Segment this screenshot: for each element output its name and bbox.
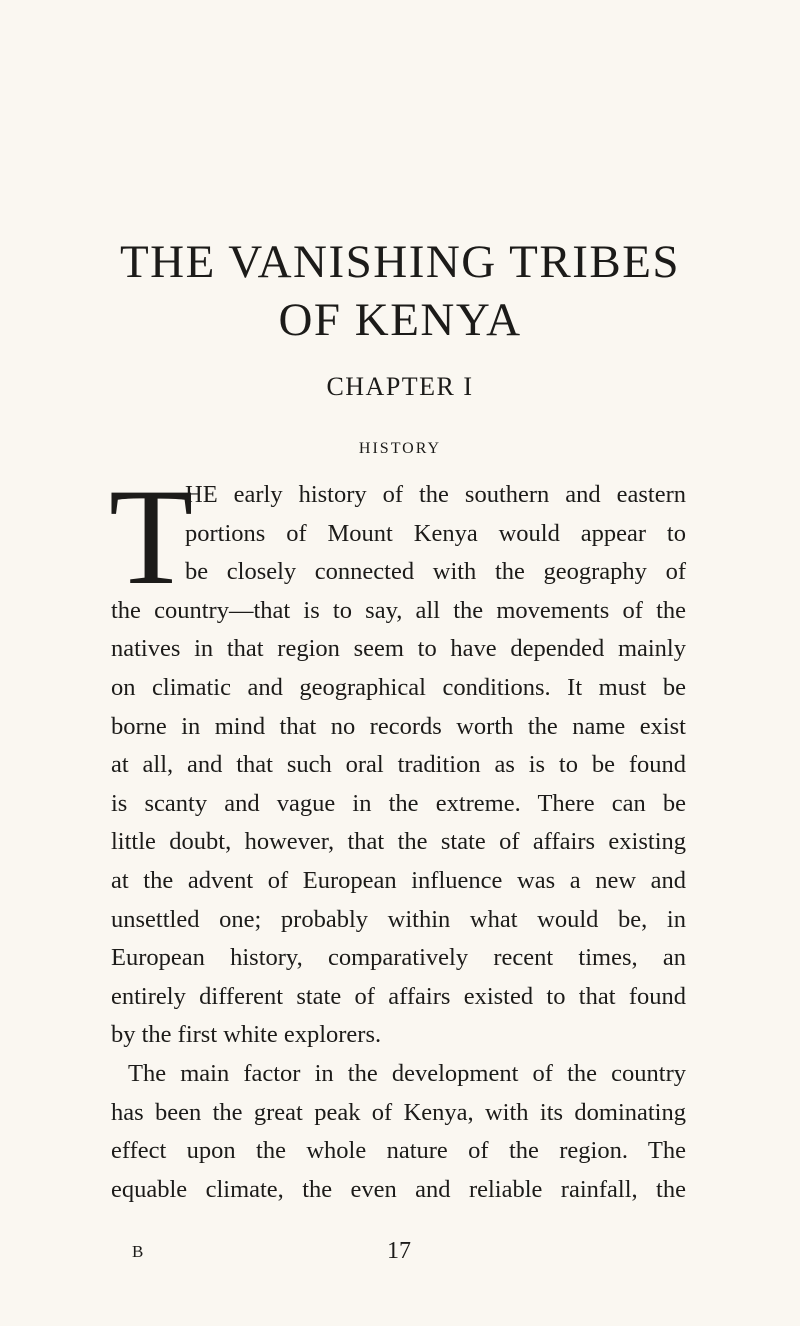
text-line: at the advent of European influence was a new and [111,866,686,894]
chapter-heading: CHAPTER I [326,372,474,401]
text-line: portions of Mount Kenya would appear to [185,519,686,547]
section-heading: HISTORY [358,440,442,457]
text-line: is scanty and vague in the extreme. There can be [111,789,686,817]
text-line: European history, comparatively recent times, an [111,944,686,972]
text-line: HE early history of the southern and eastern [185,481,686,508]
body-text [109,460,686,1209]
text-line: equable climate, the even and reliable rainfall, the [111,1175,686,1203]
text-line: by the first white explorers. [111,1021,382,1049]
text-line: has been the great peak of Kenya, with its dominating [111,1098,686,1126]
text-line: at all, and that such oral tradition as is to be found [111,751,686,779]
text-line: on climatic and geographical conditions. It must be [111,673,686,701]
text-line: entirely different state of affairs existed to that found [111,982,686,1010]
signature-mark: B [132,1242,145,1261]
text-line: The main factor in the development of the country [128,1059,686,1087]
text-line: borne in mind that no records worth the name exist [111,712,686,740]
book-title-line-2: OF KENYA [278,294,522,346]
text-line: unsettled one; probably within what would be, in [111,905,686,933]
book-title-line-1: THE VANISHING TRIBES [119,236,681,288]
text-line: natives in that region seem to have depended mainly [111,635,686,663]
text-line: effect upon the whole nature of the region. The [111,1137,686,1165]
text-line: the country—that is to say, all the movements of the [111,596,686,624]
text-line: little doubt, however, that the state of affairs existing [111,828,686,856]
page-number: 17 [387,1238,411,1264]
drop-cap: T [109,460,194,613]
text-line: be closely connected with the geography of [185,558,686,586]
